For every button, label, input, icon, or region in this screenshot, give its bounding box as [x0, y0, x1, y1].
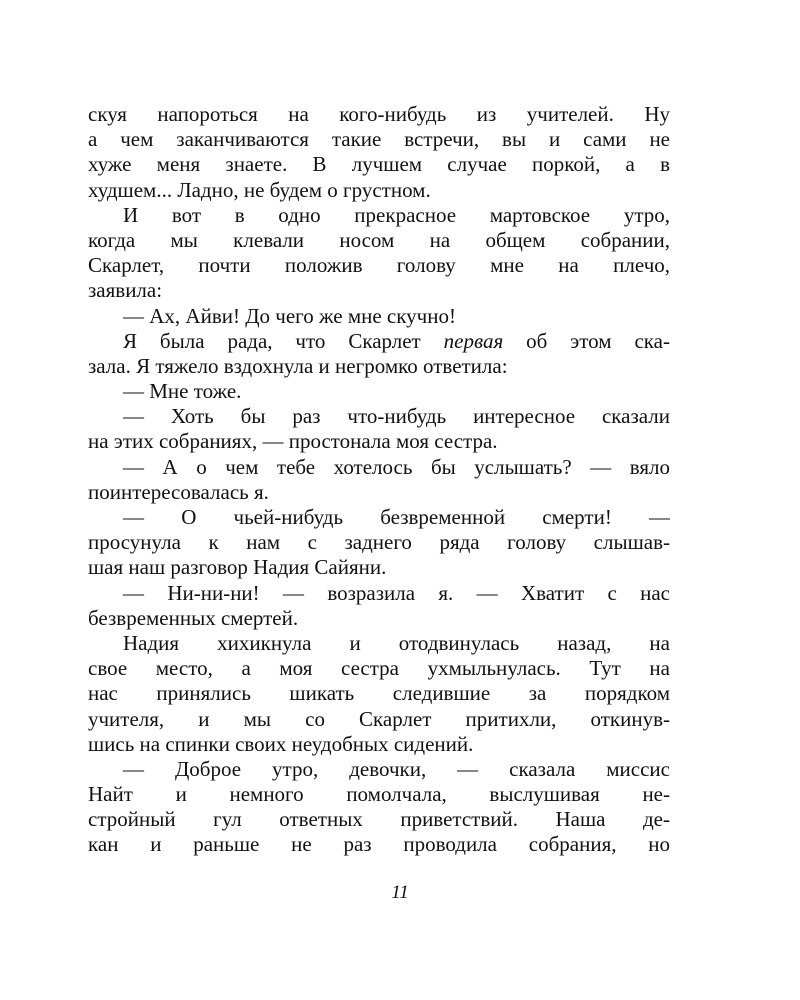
text-segment: об этом ска- [526, 328, 670, 353]
text-line: хуже меня знаете. В лучшем случае поркой, а в [88, 152, 670, 177]
text-line-with-emphasis [88, 329, 670, 354]
text-line: Найт и немного помолчала, выслушивая не- [88, 782, 670, 807]
text-line: поинтересовалась я. [88, 479, 269, 504]
text-line: — Хоть бы раз что-нибудь интересное сказали [123, 404, 670, 429]
text-line: заявила: [88, 278, 163, 303]
text-line: шись на спинки своих неудобных сидений. [88, 731, 474, 756]
text-line: — Ах, Айви! До чего же мне скучно! [123, 303, 456, 328]
text-line: скуя напороться на кого-нибудь из учителей. Ну [88, 102, 670, 126]
text-line: нас принялись шикать следившие за порядком [88, 681, 670, 706]
page-number: 11 [391, 882, 409, 903]
text-line: — Ни-ни-ни! — возразила я. — Хватит с нас [123, 580, 670, 605]
text-line: на этих собраниях, — простонала моя сестра. [88, 429, 498, 454]
book-page-text [88, 102, 670, 858]
text-line: безвременных смертей. [88, 605, 299, 630]
text-line: а чем заканчиваются такие встречи, вы и сами не [88, 127, 670, 152]
emphasized-word: первая [443, 328, 504, 353]
text-line: Скарлет, почти положив голову мне на плечо, [88, 253, 670, 278]
text-line: — Доброе утро, девочки, — сказала миссис [123, 756, 670, 781]
text-line: — Мне тоже. [123, 379, 242, 404]
text-line: кан и раньше не раз проводила собрания, но [88, 832, 670, 857]
text-line: когда мы клевали носом на общем собрании, [88, 227, 670, 252]
text-line: стройный гул ответных приветствий. Наша де- [88, 807, 670, 832]
text-line: И вот в одно прекрасное мартовское утро, [123, 202, 670, 227]
text-line: — А о чем тебе хотелось бы услышать? — вяло [123, 454, 670, 479]
text-line: зала. Я тяжело вздохнула и негромко ответила: [88, 353, 508, 378]
text-line: Надия хихикнула и отодвинулась назад, на [123, 630, 670, 655]
text-line: шая наш разговор Надия Сайяни. [88, 555, 387, 580]
text-segment: Я была рада, что Скарлет [123, 328, 421, 353]
text-line: свое место, а моя сестра ухмыльнулась. Тут на [88, 656, 670, 681]
text-line: учителя, и мы со Скарлет притихли, откинув- [88, 706, 670, 731]
text-line: — О чьей-нибудь безвременной смерти! — [123, 505, 670, 529]
text-line: худшем... Ладно, не будем о грустном. [88, 177, 431, 202]
text-line: просунула к нам с заднего ряда голову слышав- [88, 530, 670, 555]
